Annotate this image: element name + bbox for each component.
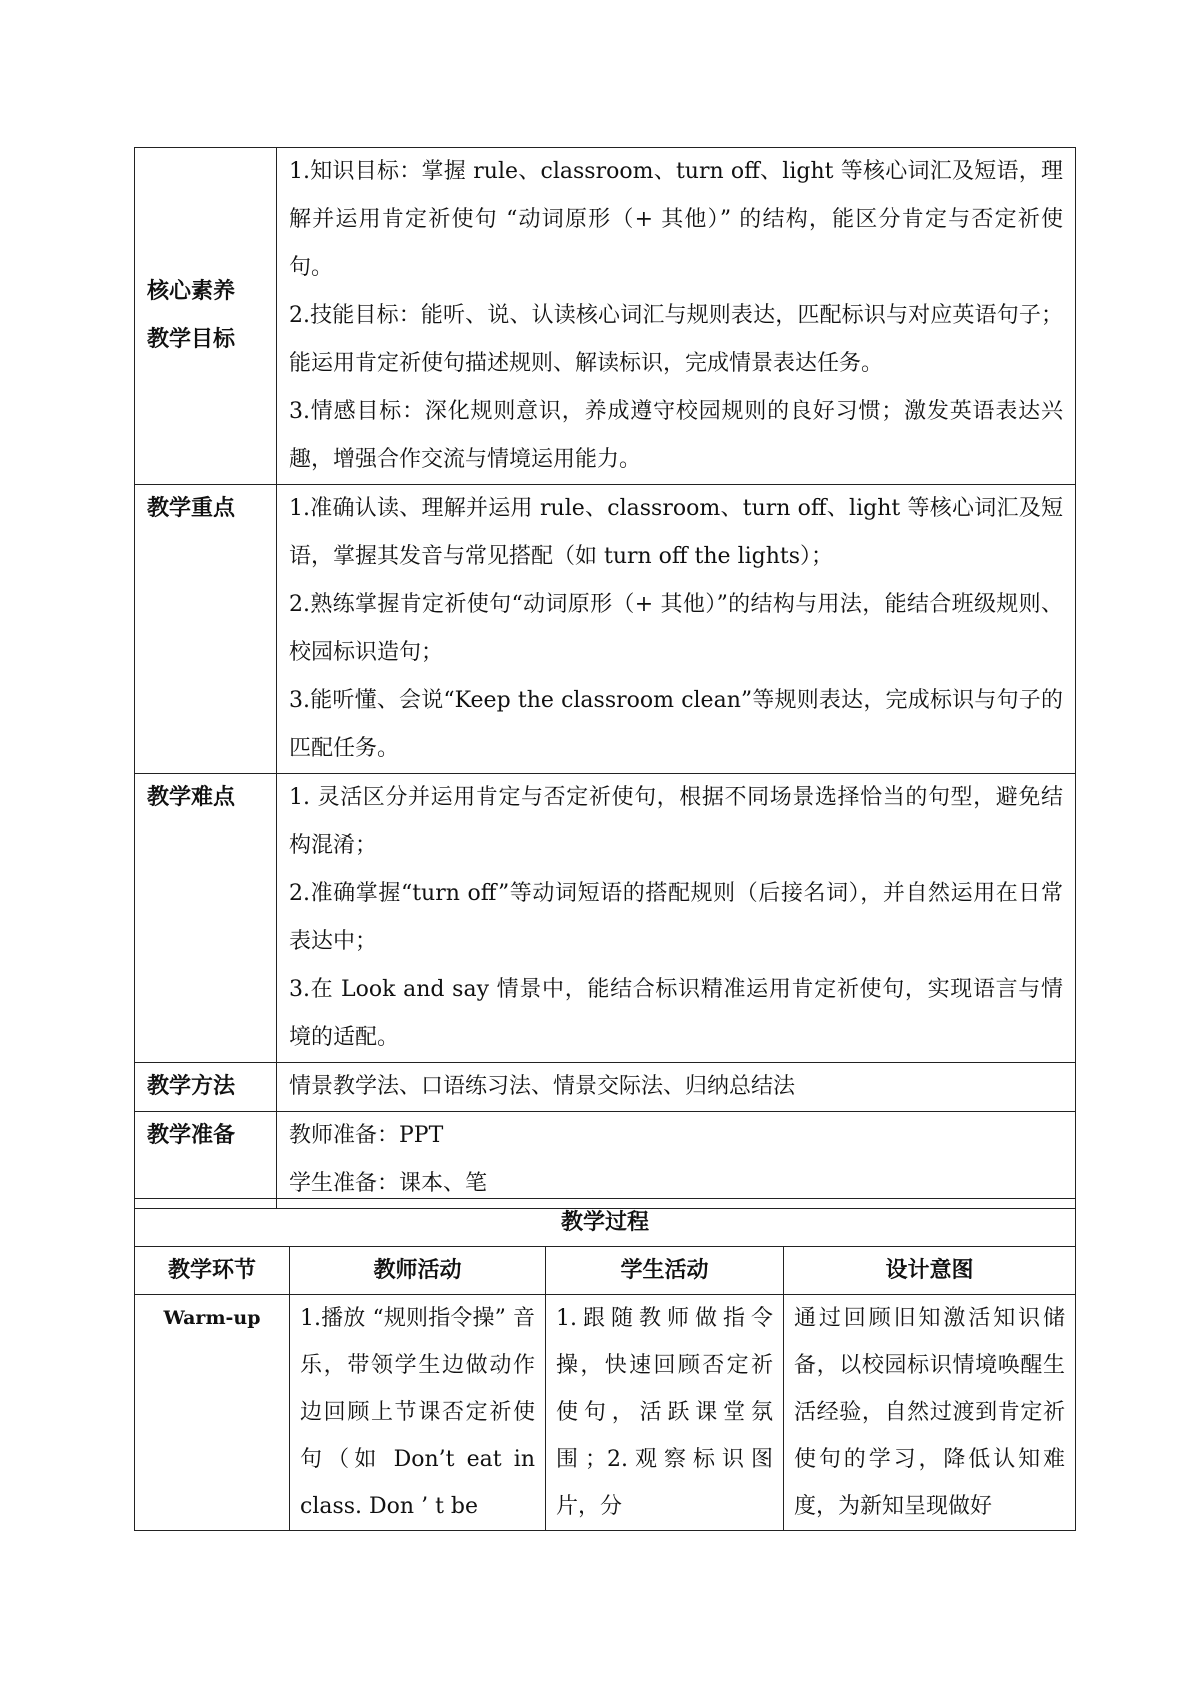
label-line: 教学准备	[147, 1123, 236, 1148]
design-intent-cell	[784, 1295, 1076, 1531]
student-activity-cell	[546, 1295, 784, 1531]
info-content	[277, 774, 1076, 1063]
info-row-preparation	[135, 1112, 1076, 1209]
header-phase: 教学环节	[135, 1247, 290, 1295]
teaching-process-table	[134, 1198, 1076, 1531]
info-label	[135, 774, 277, 1063]
info-row-key-points	[135, 485, 1076, 774]
difficulty-item: 2.准确掌握“turn off”等动词短语的搭配规则（后接名词），并自然运用在日常表达中；	[289, 881, 1063, 954]
methods-text: 情景教学法、口语练习法、情景交际法、归纳总结法	[289, 1074, 796, 1099]
process-row-warmup	[135, 1295, 1076, 1531]
label-line: 教学目标	[147, 327, 236, 352]
info-row-methods	[135, 1063, 1076, 1112]
header-design-intent: 设计意图	[784, 1247, 1076, 1295]
difficulty-item: 1. 灵活区分并运用肯定与否定祈使句，根据不同场景选择恰当的句型，避免结构混淆；	[289, 785, 1063, 858]
student-activity-text: 1.跟随教师做指令操，快速回顾否定祈使句，活跃课堂氛围；2.观察标识图片，分	[556, 1306, 773, 1519]
info-content	[277, 1112, 1076, 1209]
preparation-student: 学生准备：课本、笔	[289, 1171, 488, 1196]
preparation-teacher: 教师准备：PPT	[289, 1123, 444, 1148]
lesson-info-table	[134, 147, 1076, 1209]
objective-emotion: 3.情感目标：深化规则意识，养成遵守校园规则的良好习惯；激发英语表达兴趣，增强合作交流与情境运用能力。	[289, 399, 1063, 472]
process-title-row	[135, 1199, 1076, 1247]
info-label	[135, 1063, 277, 1112]
phase-cell: Warm-up	[135, 1295, 290, 1531]
info-row-objectives	[135, 148, 1076, 485]
info-content	[277, 148, 1076, 485]
header-student-activity: 学生活动	[546, 1247, 784, 1295]
label-line: 教学重点	[147, 496, 236, 521]
key-point-item: 1.准确认读、理解并运用 rule、classroom、turn off、light 等核心词汇及短语，掌握其发音与常见搭配（如 turn off the lights）；	[289, 496, 1063, 569]
teacher-activity-cell	[290, 1295, 546, 1531]
info-label	[135, 485, 277, 774]
info-label	[135, 1112, 277, 1209]
difficulty-item: 3.在 Look and say 情景中，能结合标识精准运用肯定祈使句，实现语言与情境的适配。	[289, 977, 1063, 1050]
objective-knowledge: 1.知识目标：掌握 rule、classroom、turn off、light 等核心词汇及短语，理解并运用肯定祈使句 “动词原形（+ 其他）” 的结构，能区分肯定与否定祈使句。	[289, 159, 1063, 280]
header-teacher-activity: 教师活动	[290, 1247, 546, 1295]
label-line: 核心素养	[147, 279, 236, 304]
info-content	[277, 485, 1076, 774]
process-header-row	[135, 1247, 1076, 1295]
process-title: 教学过程	[135, 1199, 1076, 1247]
info-row-difficulties	[135, 774, 1076, 1063]
info-label	[135, 148, 277, 485]
design-intent-text: 通过回顾旧知激活知识储备，以校园标识情境唤醒生活经验，自然过渡到肯定祈使句的学习，降低认知难度，为新知呈现做好	[794, 1306, 1066, 1519]
teacher-activity-text: 1.播放 “规则指令操” 音乐，带领学生边做动作边回顾上节课否定祈使句（如 Don’t eat in class. Don ’ t be	[300, 1306, 535, 1519]
key-point-item: 2.熟练掌握肯定祈使句“动词原形（+ 其他）”的结构与用法，能结合班级规则、校园标识造句；	[289, 592, 1063, 665]
info-content	[277, 1063, 1076, 1112]
objective-skill: 2.技能目标：能听、说、认读核心词汇与规则表达，匹配标识与对应英语句子；能运用肯定祈使句描述规则、解读标识，完成情景表达任务。	[289, 303, 1063, 376]
key-point-item: 3.能听懂、会说“Keep the classroom clean”等规则表达，完成标识与句子的匹配任务。	[289, 688, 1063, 761]
label-line: 教学方法	[147, 1074, 236, 1099]
label-line: 教学难点	[147, 785, 236, 810]
